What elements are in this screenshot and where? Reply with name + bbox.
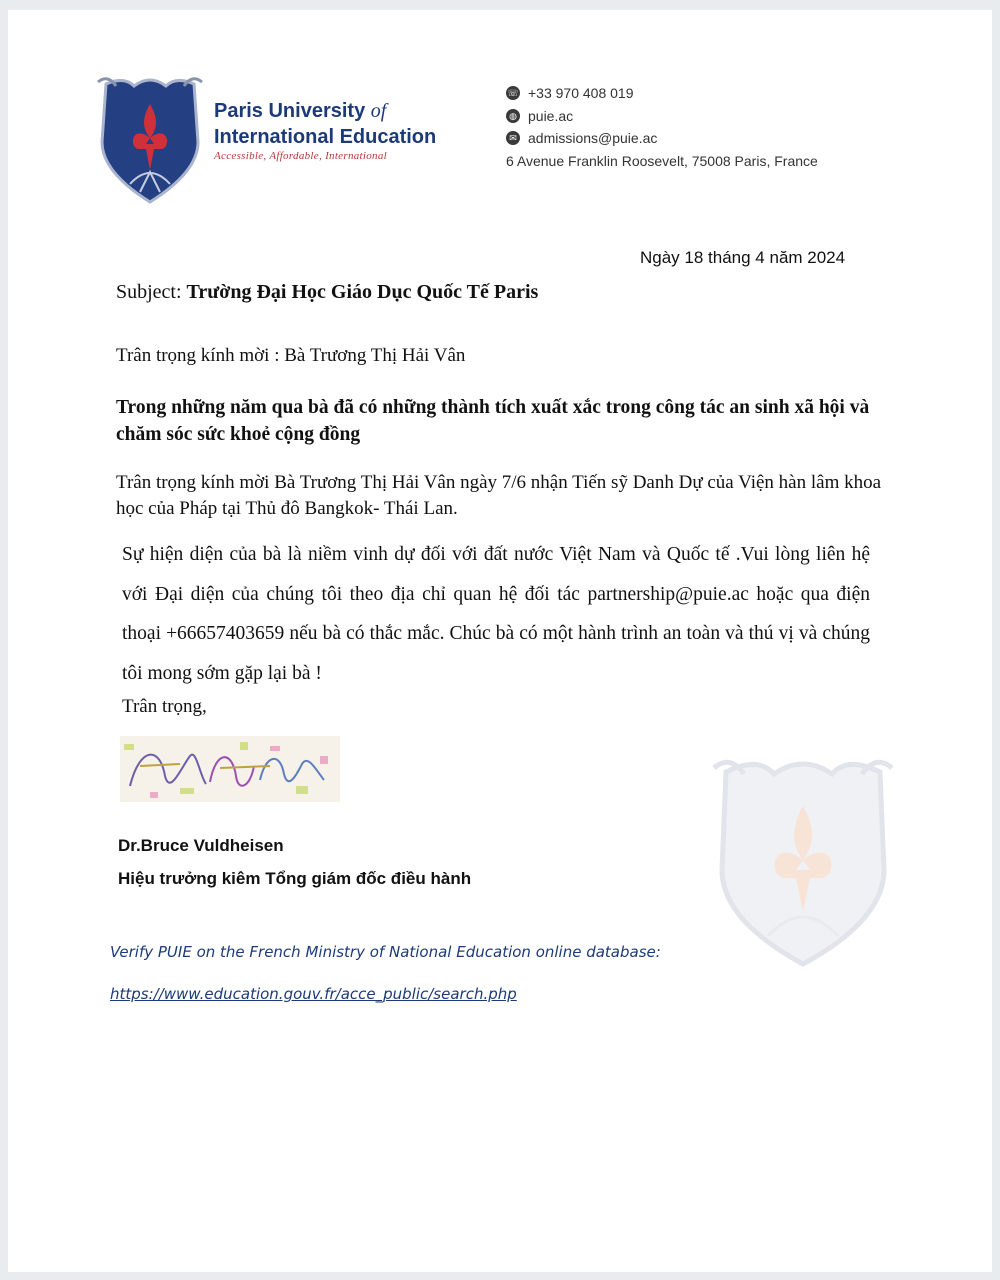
signature-image [120, 736, 340, 802]
university-name: Paris University of International Education [214, 100, 437, 148]
letter-date: Ngày 18 tháng 4 năm 2024 [640, 248, 846, 267]
closing-line: Trân trọng, [122, 696, 207, 717]
verify-link[interactable]: https://www.education.gouv.fr/acce_public/search.php [110, 985, 517, 1003]
contact-address: 6 Avenue Franklin Roosevelt, 75008 Paris, France [506, 152, 818, 169]
signer-title: Hiệu trưởng kiêm Tổng giám đốc điều hành [118, 869, 472, 888]
letter-page [8, 10, 992, 1272]
invitation-paragraph: Trân trọng kính mời Bà Trương Thị Hải Vân ngày 7/6 nhận Tiến sỹ Danh Dự của Viện hàn lâm khoa học của Pháp tại Thủ đô Bangkok- Thái Lan. [116, 472, 882, 519]
university-name-of: of [370, 100, 387, 122]
university-tagline: Accessible, Affordable, International [214, 150, 388, 162]
contact-paragraph: Sự hiện diện của bà là niềm vinh dự đối với đất nước Việt Nam và Quốc tế .Vui lòng liên hệ với Đại diện của chúng tôi theo địa chỉ quan hệ đối tác partnership@puie.ac hoặc qua điện thoại +66657403659 nếu bà có thắc mắc. Chúc bà có một hành trình an toàn và thú vị và chúng tôi mong sớm gặp lại bà ! [122, 544, 870, 684]
verify-text: Verify PUIE on the French Ministry of National Education online database: [110, 943, 661, 961]
signer-name: Dr.Bruce Vuldheisen [118, 836, 284, 855]
letter-subject: Subject: Trường Đại Học Giáo Dục Quốc Tế Paris [116, 281, 539, 303]
crest-watermark [708, 750, 898, 980]
contact-email[interactable]: ✉ admissions@puie.ac [506, 127, 818, 150]
contact-block [506, 82, 818, 169]
mail-icon: ✉ [506, 131, 520, 145]
university-crest-logo [94, 72, 206, 212]
phone-icon: ☏ [507, 88, 519, 99]
invite-line: Trân trọng kính mời : Bà Trương Thị Hải Vân [116, 345, 466, 366]
globe-icon: ◍ [506, 109, 520, 123]
achievement-paragraph: Trong những năm qua bà đã có những thành tích xuất xắc trong công tác an sinh xã hội và chăm sóc sức khoẻ cộng đồng [116, 397, 870, 445]
contact-phone: ☏ +33 970 408 019 [507, 85, 634, 102]
contact-website[interactable]: ◍ puie.ac [506, 105, 818, 128]
